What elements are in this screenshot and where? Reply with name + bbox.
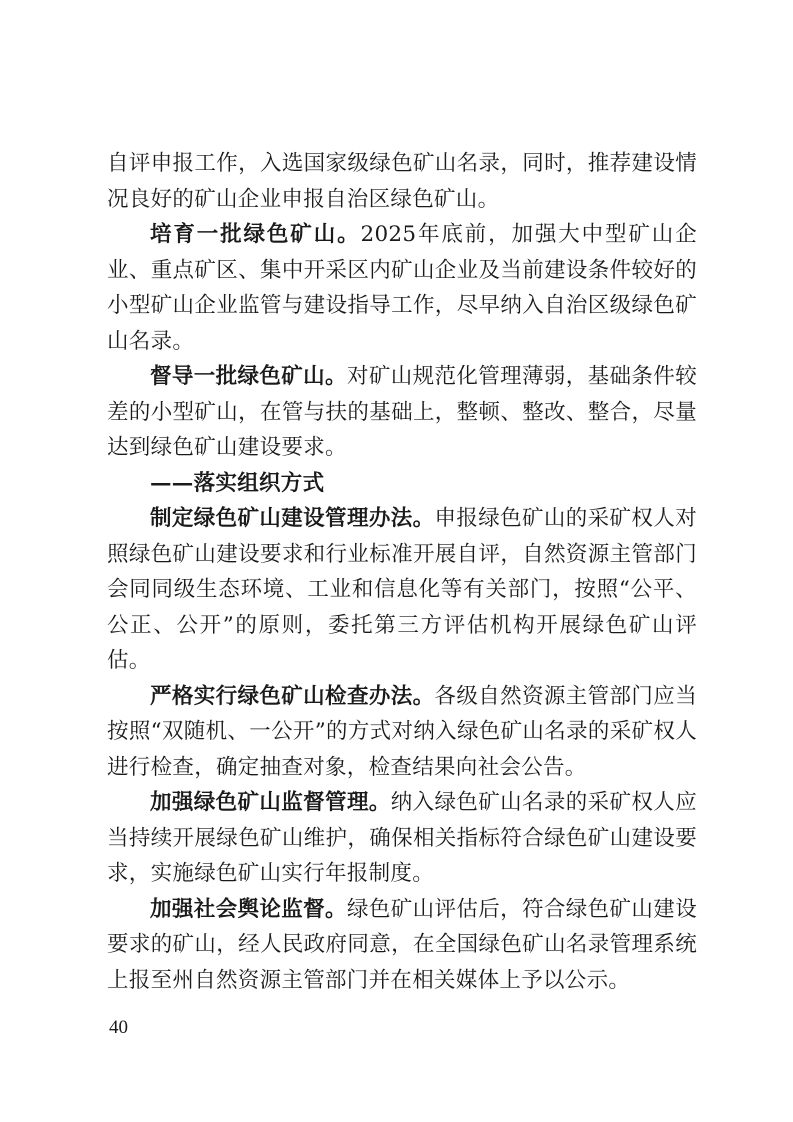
paragraph-text: 2025年底前，加强大中型矿山企业、重点矿区、集中开采区内矿山企业及当前建设条件较好的小型矿山企业监管与建设指导工作，尽早纳入自治区级绿色矿山名录。 [107,222,697,354]
document-body [107,146,697,998]
paragraph-supervise [107,359,697,466]
paragraph-inspection-method [107,679,697,786]
section-heading-text: ——落实组织方式 [150,470,325,496]
paragraph-lead: 制定绿色矿山建设管理办法。 [150,506,435,531]
paragraph-text: 纳入绿色矿山名录的采矿权人应当持续开展绿色矿山维护，确保相关指标符合绿色矿山建设要求，实施绿色矿山实行年报制度。 [107,790,697,886]
section-heading [107,466,697,502]
paragraph-management-method [107,501,697,679]
paragraph-continued [107,146,697,217]
paragraph-lead: 培育一批绿色矿山。 [150,222,361,247]
paragraph-lead: 加强绿色矿山监督管理。 [150,790,391,815]
paragraph-public-opinion [107,892,697,999]
paragraph-text: 对矿山规范化管理薄弱，基础条件较差的小型矿山，在管与扶的基础上，整顿、整改、整合，尽量达到绿色矿山建设要求。 [107,364,697,460]
paragraph-text: 自评申报工作，入选国家级绿色矿山名录，同时，推荐建设情况良好的矿山企业申报自治区绿色矿山。 [107,151,697,212]
paragraph-lead: 严格实行绿色矿山检查办法。 [150,683,435,709]
paragraph-lead: 督导一批绿色矿山。 [150,364,347,389]
paragraph-supervision [107,785,697,892]
paragraph-cultivate [107,217,697,359]
paragraph-text: 绿色矿山评估后，符合绿色矿山建设要求的矿山，经人民政府同意，在全国绿色矿山名录管理系统上报至州自然资源主管部门并在相关媒体上予以公示。 [107,896,697,993]
paragraph-text: 申报绿色矿山的采矿权人对照绿色矿山建设要求和行业标准开展自评，自然资源主管部门会同同级生态环境、工业和信息化等有关部门，按照“公平、公正、公开”的原则，委托第三方评估机构开展绿色矿山评估。 [107,506,697,673]
paragraph-text: 各级自然资源主管部门应当按照“双随机、一公开”的方式对纳入绿色矿山名录的采矿权人进行检查，确定抽查对象，检查结果向社会公告。 [107,683,697,780]
paragraph-lead: 加强社会舆论监督。 [150,896,347,922]
page-number: 40 [109,1017,128,1038]
